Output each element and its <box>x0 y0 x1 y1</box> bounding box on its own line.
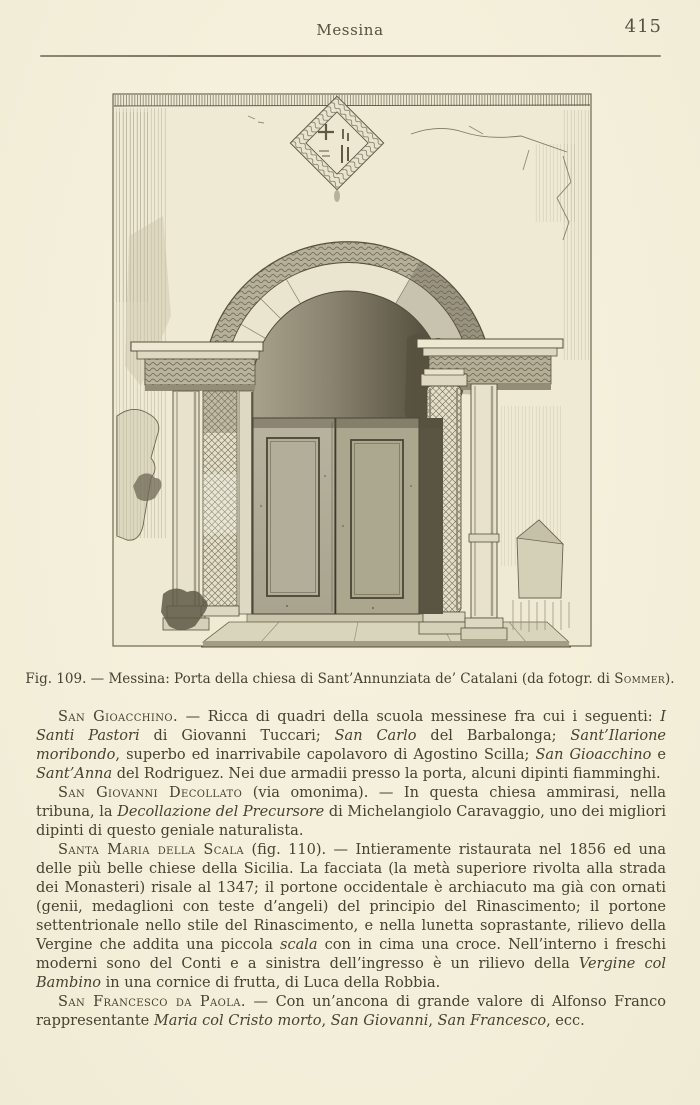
left-entablature <box>131 342 263 391</box>
paragraph <box>36 993 666 1031</box>
text-run-italic: San Francesco <box>437 1013 547 1029</box>
text-run-normal: ). <box>665 671 675 687</box>
text-run-italic: San Giovanni <box>330 1013 429 1029</box>
text-run-normal: (fig. 110). — Intieramente ristaurata nel 1856 ed una delle più belle chiese della Sicilia. La facciata (la metà superiore rivolta alla strada dei Monasteri) risale al 1347; il portone occidentale è archiacuto ma già con ornati (genii, medaglioni con teste d’angeli) del principio del Rinascimento; il portone settentrionale nello stile del Rinascimento, e nella lunetta soprastante, rilievo della Vergine che addita una piccola <box>36 842 666 953</box>
text-run-italic: San Gioacchino <box>535 747 652 763</box>
running-title: Messina <box>316 21 384 39</box>
text-run-normal: del Rodriguez. Nei due armadii presso la porta, alcuni dipinti fiamminghi. <box>112 766 661 782</box>
text-run-smallcaps: Santa Maria della Scala <box>58 842 245 858</box>
text-run-italic: Decollazione del Precursore <box>117 804 325 820</box>
text-run-italic: Maria col Cristo morto <box>153 1013 322 1029</box>
text-run-italic: Sant’Anna <box>36 766 113 782</box>
door-left-panel <box>267 438 319 596</box>
text-run-smallcaps: Sommer <box>614 671 666 687</box>
paragraph <box>36 841 666 993</box>
text-run-normal: e <box>651 747 666 763</box>
text-run-smallcaps: San Gioacchino. <box>58 709 178 725</box>
text-run-normal: , <box>428 1013 438 1029</box>
text-run-normal: Fig. 109. — Messina: Porta della chiesa di Sant’Annunziata de’ Catalani (da fotogr. di <box>25 671 615 687</box>
text-run-normal: con in cima una croce. Nell’interno i freschi moderni sono del Conti e a sinistra dell’ingresso è un rilievo della <box>36 937 666 972</box>
portal-engraving-illustration <box>111 86 593 654</box>
text-run-normal: in una cornice di frutta, di Luca della Robbia. <box>101 975 441 991</box>
text-run-normal: — Ricca di quadri della scuola messinese fra cui i seguenti: <box>178 709 661 725</box>
text-run-italic: San Carlo <box>334 728 417 744</box>
text-run-normal: , <box>321 1013 331 1029</box>
engraving-frame <box>111 86 593 654</box>
page-number: 415 <box>624 16 662 37</box>
body-text <box>36 708 666 1031</box>
text-run-italic: Vergine col Bambino <box>36 956 666 991</box>
text-run-normal: — Con un’ancona di grande valore di Alfonso Franco rappresentante <box>36 994 666 1029</box>
header-rule <box>40 55 661 57</box>
door-right-panel <box>351 440 403 598</box>
text-run-italic: scala <box>280 937 318 953</box>
text-run-smallcaps: San Francesco da Paola. <box>58 994 246 1010</box>
paragraph <box>36 784 666 841</box>
text-run-smallcaps: San Giovanni Decollato <box>58 785 243 801</box>
text-run-italic: I Santi Pastori <box>36 709 666 744</box>
text-run-normal: , superbo ed inarrivabile capolavoro di Agostino Scilla; <box>115 747 536 763</box>
figure-caption <box>0 671 700 687</box>
text-run-normal: di Michelangiolo Caravaggio, uno dei migliori dipinti di questo geniale naturalista. <box>36 804 666 839</box>
text-run-normal: (via omonima). — In questa chiesa ammirasi, nella tribuna, la <box>36 785 666 820</box>
text-run-normal: di Giovanni Tuccari; <box>139 728 335 744</box>
paragraph <box>36 708 666 784</box>
text-run-normal: , ecc. <box>546 1013 585 1029</box>
doors <box>253 418 443 614</box>
text-run-italic: Sant’Ilarione moribondo <box>36 728 666 763</box>
text-run-normal: del Barbalonga; <box>416 728 571 744</box>
